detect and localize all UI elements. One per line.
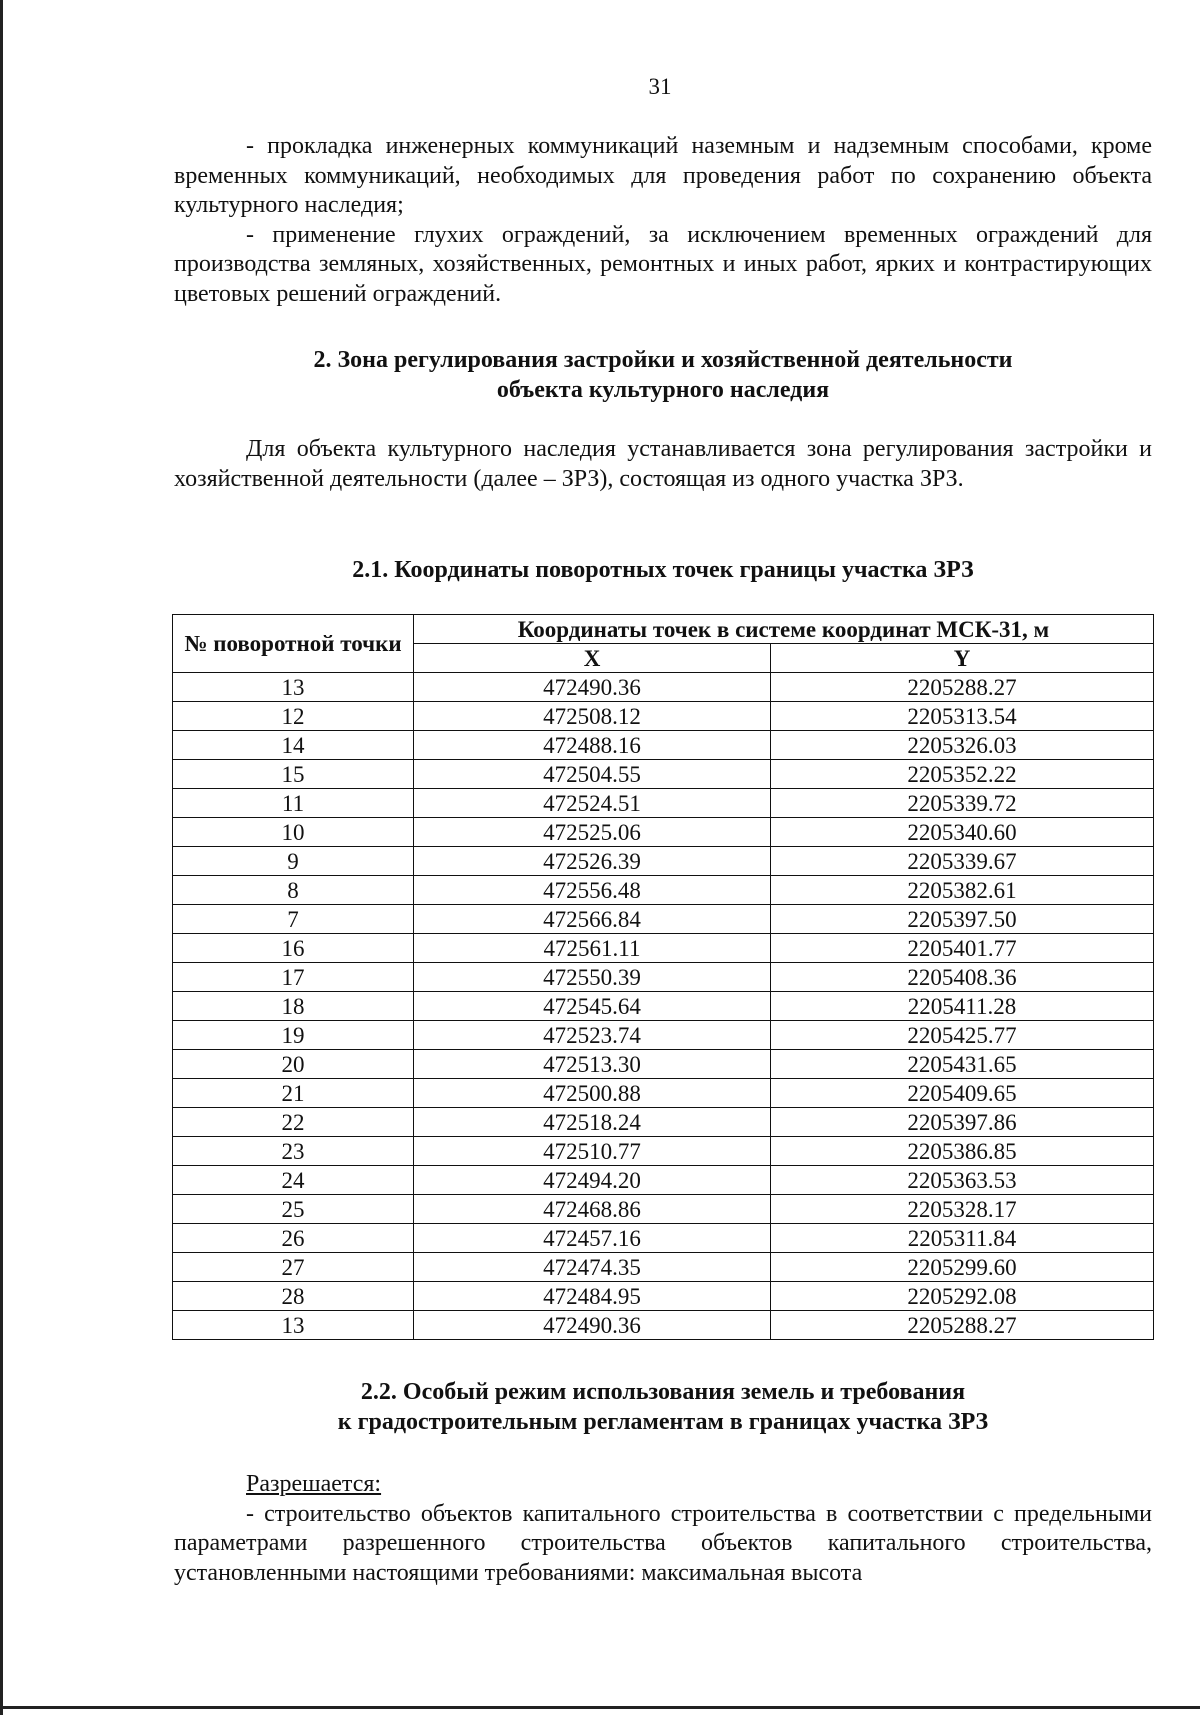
- header-y: Y: [771, 644, 1154, 673]
- cell-point: 20: [173, 1050, 414, 1079]
- cell-point: 22: [173, 1108, 414, 1137]
- table-row: [173, 760, 1154, 789]
- table-row: [173, 1021, 1154, 1050]
- table-row: [173, 992, 1154, 1021]
- header-point: № поворотной точки: [173, 615, 414, 673]
- allowed-item: - строительство объектов капитального строительства в соответствии с предельными параметрами разрешенного строительства объектов капитального строительства, установленными настоящими требованиями: максимальная высота: [174, 1500, 1152, 1586]
- cell-point: 24: [173, 1166, 414, 1195]
- cell-x: 472518.24: [414, 1108, 771, 1137]
- table-row: [173, 1282, 1154, 1311]
- cell-point: 9: [173, 847, 414, 876]
- cell-y: 2205340.60: [771, 818, 1154, 847]
- table-row: [173, 673, 1154, 702]
- table-row: [173, 1195, 1154, 1224]
- scan-border-left: [0, 0, 3, 1715]
- section-2-heading-line-1: 2. Зона регулирования застройки и хозяйственной деятельности: [313, 347, 1013, 373]
- intro-list: [174, 132, 1152, 309]
- cell-y: 2205409.65: [771, 1079, 1154, 1108]
- cell-y: 2205386.85: [771, 1137, 1154, 1166]
- cell-point: 7: [173, 905, 414, 934]
- table-row: [173, 905, 1154, 934]
- cell-y: 2205397.86: [771, 1108, 1154, 1137]
- cell-point: 28: [173, 1282, 414, 1311]
- section-2-paragraph-block: [174, 435, 1152, 494]
- intro-item-2: - применение глухих ограждений, за исключением временных ограждений для производства земляных, хозяйственных, ремонтных и иных работ, ярких и контрастирующих цветовых решений ограждений.: [174, 221, 1152, 307]
- cell-x: 472490.36: [414, 673, 771, 702]
- intro-item-1: - прокладка инженерных коммуникаций наземным и надземным способами, кроме временных коммуникаций, необходимых для проведения работ по сохранению объекта культурного наследия;: [174, 133, 1152, 218]
- cell-x: 472468.86: [414, 1195, 771, 1224]
- cell-point: 15: [173, 760, 414, 789]
- cell-y: 2205299.60: [771, 1253, 1154, 1282]
- cell-x: 472566.84: [414, 905, 771, 934]
- cell-x: 472550.39: [414, 963, 771, 992]
- cell-point: 14: [173, 731, 414, 760]
- table-row: [173, 1253, 1154, 1282]
- table-row: [173, 702, 1154, 731]
- cell-y: 2205397.50: [771, 905, 1154, 934]
- cell-y: 2205313.54: [771, 702, 1154, 731]
- cell-y: 2205328.17: [771, 1195, 1154, 1224]
- cell-point: 23: [173, 1137, 414, 1166]
- cell-x: 472500.88: [414, 1079, 771, 1108]
- cell-y: 2205288.27: [771, 673, 1154, 702]
- table-row: [173, 876, 1154, 905]
- cell-point: 11: [173, 789, 414, 818]
- section-2-2-heading-line-2: к градостроительным регламентам в границах участка ЗРЗ: [337, 1408, 989, 1435]
- cell-x: 472504.55: [414, 760, 771, 789]
- cell-point: 8: [173, 876, 414, 905]
- cell-x: 472494.20: [414, 1166, 771, 1195]
- table-row: [173, 1079, 1154, 1108]
- cell-y: 2205288.27: [771, 1311, 1154, 1340]
- cell-point: 25: [173, 1195, 414, 1224]
- table-row: [173, 1050, 1154, 1079]
- cell-point: 26: [173, 1224, 414, 1253]
- cell-x: 472561.11: [414, 934, 771, 963]
- section-2-2-heading: [174, 1378, 1152, 1437]
- cell-point: 10: [173, 818, 414, 847]
- allowed-label: Разрешается:: [246, 1471, 382, 1497]
- cell-y: 2205411.28: [771, 992, 1154, 1021]
- section-2-paragraph: Для объекта культурного наследия устанавливается зона регулирования застройки и хозяйственной деятельности (далее – ЗРЗ), состоящая из одного участка ЗРЗ.: [174, 436, 1152, 492]
- cell-y: 2205363.53: [771, 1166, 1154, 1195]
- table-row: [173, 1108, 1154, 1137]
- table-row: [173, 1224, 1154, 1253]
- header-coordinates: Координаты точек в системе координат МСК-31, м: [414, 615, 1154, 644]
- cell-x: 472525.06: [414, 818, 771, 847]
- table-row: [173, 789, 1154, 818]
- table-row: [173, 818, 1154, 847]
- cell-x: 472508.12: [414, 702, 771, 731]
- table-row: [173, 731, 1154, 760]
- section-2-heading: [174, 346, 1152, 405]
- cell-y: 2205339.72: [771, 789, 1154, 818]
- cell-point: 13: [173, 1311, 414, 1340]
- cell-x: 472488.16: [414, 731, 771, 760]
- cell-y: 2205352.22: [771, 760, 1154, 789]
- cell-x: 472526.39: [414, 847, 771, 876]
- cell-x: 472523.74: [414, 1021, 771, 1050]
- cell-x: 472490.36: [414, 1311, 771, 1340]
- allowed-label-line: [174, 1470, 1152, 1500]
- cell-x: 472484.95: [414, 1282, 771, 1311]
- page-number: 31: [648, 74, 672, 99]
- coordinates-table-body: [173, 673, 1154, 1340]
- cell-x: 472510.77: [414, 1137, 771, 1166]
- section-2-2-body: [174, 1470, 1152, 1588]
- cell-y: 2205408.36: [771, 963, 1154, 992]
- cell-point: 12: [173, 702, 414, 731]
- table-row: [173, 934, 1154, 963]
- header-x: X: [414, 644, 771, 673]
- table-row: [173, 1311, 1154, 1340]
- cell-x: 472457.16: [414, 1224, 771, 1253]
- cell-x: 472513.30: [414, 1050, 771, 1079]
- cell-y: 2205326.03: [771, 731, 1154, 760]
- cell-y: 2205431.65: [771, 1050, 1154, 1079]
- cell-y: 2205382.61: [771, 876, 1154, 905]
- table-row: [173, 847, 1154, 876]
- table-row: [173, 1137, 1154, 1166]
- cell-y: 2205311.84: [771, 1224, 1154, 1253]
- section-2-heading-line-2: объекта культурного наследия: [496, 376, 830, 403]
- cell-point: 16: [173, 934, 414, 963]
- table-row: [173, 1166, 1154, 1195]
- cell-point: 17: [173, 963, 414, 992]
- section-2-2-heading-line-1: 2.2. Особый режим использования земель и требования: [360, 1379, 966, 1405]
- scan-border-bottom: [0, 1706, 1200, 1709]
- coordinates-table: [172, 614, 1154, 1340]
- cell-x: 472545.64: [414, 992, 771, 1021]
- cell-y: 2205401.77: [771, 934, 1154, 963]
- cell-y: 2205425.77: [771, 1021, 1154, 1050]
- cell-point: 27: [173, 1253, 414, 1282]
- cell-x: 472524.51: [414, 789, 771, 818]
- cell-point: 18: [173, 992, 414, 1021]
- cell-y: 2205292.08: [771, 1282, 1154, 1311]
- table-row: [173, 963, 1154, 992]
- cell-y: 2205339.67: [771, 847, 1154, 876]
- cell-point: 19: [173, 1021, 414, 1050]
- cell-point: 13: [173, 673, 414, 702]
- cell-point: 21: [173, 1079, 414, 1108]
- cell-x: 472556.48: [414, 876, 771, 905]
- section-2-1-heading: 2.1. Координаты поворотных точек границы участка ЗРЗ: [352, 557, 974, 583]
- cell-x: 472474.35: [414, 1253, 771, 1282]
